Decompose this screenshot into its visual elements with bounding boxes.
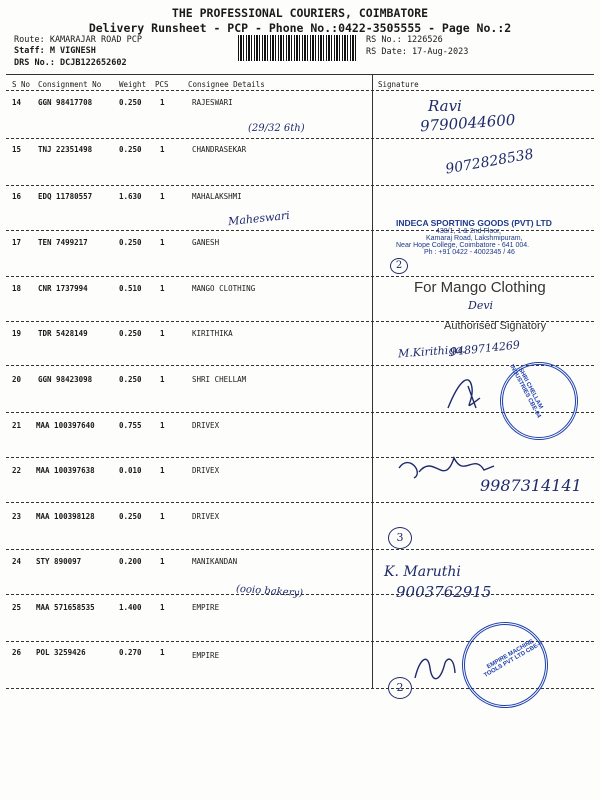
stamp-phone: Ph : +91 0422 - 4002345 / 46: [424, 249, 515, 256]
signature-scribble: [440, 368, 500, 418]
barcode: [238, 35, 356, 61]
row-consignment: MAA 100397640: [36, 421, 95, 430]
stamp-company-name: INDECA SPORTING GOODS (PVT) LTD: [396, 218, 552, 228]
route-label: Route: KAMARAJAR ROAD PCP: [14, 35, 142, 45]
row-consignee: EMPIRE: [192, 651, 220, 660]
row-sno: 14: [12, 98, 22, 107]
col-header-consignment: Consignment No: [38, 80, 102, 89]
row-weight: 0.250: [119, 238, 142, 247]
row-sno: 21: [12, 421, 22, 430]
row-consignment: MAA 571658535: [36, 603, 95, 612]
row-pcs: 1: [160, 648, 165, 657]
row-weight: 0.200: [119, 557, 142, 566]
signature-ravi: Ravi: [428, 97, 462, 115]
row-pcs: 1: [160, 466, 165, 475]
row-weight: 1.630: [119, 192, 142, 201]
stamp-address-line: 438/1, 1 & 2nd Floor,: [436, 228, 501, 235]
row-consignee: GANESH: [192, 238, 220, 247]
row-sno: 25: [12, 603, 22, 612]
row-weight: 0.270: [119, 648, 142, 657]
staff-label: Staff: M VIGNESH: [14, 46, 96, 56]
mango-for-company: For Mango Clothing: [414, 279, 546, 296]
row-consignment: STY 890097: [36, 557, 82, 566]
row-pcs: 1: [160, 421, 165, 430]
indeca-stamp: [386, 218, 596, 278]
row-weight: 0.010: [119, 466, 142, 475]
row-consignment: GGN 98417708: [38, 98, 93, 107]
row-pcs: 1: [160, 329, 165, 338]
row-weight: 0.250: [119, 375, 142, 384]
row-pcs: 1: [160, 603, 165, 612]
row-weight: 0.250: [119, 512, 142, 521]
row-consignee: MANIKANDAN: [192, 557, 238, 566]
row-consignment: MAA 100397638: [36, 466, 95, 475]
row-consignment: MAA 100398128: [36, 512, 95, 521]
row-consignee: EMPIRE: [192, 603, 220, 612]
row-pcs: 1: [160, 375, 165, 384]
table-top-border: [6, 74, 594, 75]
header-divider: [6, 90, 594, 91]
row-pcs: 1: [160, 192, 165, 201]
signature-devi: Devi: [468, 299, 494, 312]
handwritten-phone: 9072828538: [444, 146, 535, 178]
row-divider: [6, 138, 594, 139]
row-sno: 19: [12, 329, 22, 338]
row-consignment: POL 3259426: [36, 648, 86, 657]
row-weight: 0.250: [119, 329, 142, 338]
row-pcs: 1: [160, 145, 165, 154]
row-divider: [6, 502, 594, 503]
row-sno: 16: [12, 192, 22, 201]
authorised-signatory: Authorised Signatory: [444, 320, 547, 332]
row-sno: 15: [12, 145, 22, 154]
row-consignee: MAHALAKSHMI: [192, 192, 242, 201]
row-weight: 0.510: [119, 284, 142, 293]
row-consignee: KIRITHIKA: [192, 329, 233, 338]
row-sno: 26: [12, 648, 22, 657]
row-consignment: TEN 7499217: [38, 238, 88, 247]
shri-chellam-seal: [500, 362, 578, 440]
circled-number: 3: [388, 527, 412, 549]
row-consignee: DRIVEX: [192, 466, 220, 475]
row-sno: 22: [12, 466, 22, 475]
row-weight: 0.755: [119, 421, 142, 430]
seal-text: SHRI CHELLAM INDUSTRIES CBE-04: [508, 363, 544, 420]
row-consignment: TDR 5428149: [38, 329, 88, 338]
row-consignee: SHRI CHELLAM: [192, 375, 247, 384]
stamp-address-line: Kamaraj Road, Lakshmipuram,: [426, 235, 523, 242]
signature-maheswari: Maheswari: [227, 208, 291, 229]
row-divider: [6, 457, 594, 458]
row-sno: 18: [12, 284, 22, 293]
row-consignment: EDQ 11780557: [38, 192, 93, 201]
row-pcs: 1: [160, 238, 165, 247]
row-consignment: CNR 1737994: [38, 284, 88, 293]
row-divider: [6, 549, 594, 550]
circled-number: 2: [388, 677, 412, 699]
row-pcs: 1: [160, 557, 165, 566]
col-header-signature: Signature: [378, 80, 419, 89]
row-pcs: 1: [160, 284, 165, 293]
handwritten-phone: 9790044600: [419, 110, 516, 136]
col-header-consignee: Consignee Details: [188, 80, 265, 89]
drs-number: DRS No.: DCJB122652602: [14, 58, 127, 68]
row-divider: [6, 365, 594, 366]
row-consignee: CHANDRASEKAR: [192, 145, 247, 154]
signature-maruthi: K. Maruthi: [384, 564, 461, 580]
runsheet-subtitle: Delivery Runsheet - PCP - Phone No.:0422-3505555 - Page No.:2: [88, 21, 512, 35]
stamp-address-line: Near Hope College, Coimbatore - 641 004.: [396, 242, 530, 249]
row-consignee: MANGO CLOTHING: [192, 284, 256, 293]
row-divider: [6, 185, 594, 186]
row-weight: 0.250: [119, 145, 142, 154]
company-title: THE PROFESSIONAL COURIERS, COIMBATORE: [171, 6, 429, 20]
row-weight: 0.250: [119, 98, 142, 107]
signature-scribble: [410, 648, 460, 688]
handwritten-phone: 9003762915: [396, 583, 492, 601]
signature-kirithiga: M.Kirithiga.: [397, 342, 466, 361]
handwritten-address-note: (ooio bakery): [235, 583, 304, 600]
seal-text: EMPIRE MACHINE TOOLS PVT LTD CBE-4: [483, 638, 544, 679]
circled-number: 2: [390, 258, 408, 274]
col-header-weight: Weight: [119, 80, 147, 89]
row-sno: 20: [12, 375, 22, 384]
row-consignee: DRIVEX: [192, 512, 220, 521]
handwritten-phone: 9489714269: [449, 338, 521, 359]
rs-number: RS No.: 1226526: [366, 35, 443, 45]
row-weight: 1.400: [119, 603, 142, 612]
row-sno: 17: [12, 238, 22, 247]
row-sno: 24: [12, 557, 22, 566]
handwritten-phone: 9987314141: [480, 476, 582, 495]
row-pcs: 1: [160, 512, 165, 521]
row-consignee: DRIVEX: [192, 421, 220, 430]
row-consignment: TNJ 22351498: [38, 145, 93, 154]
row-consignment: GGN 98423098: [38, 375, 93, 384]
handwritten-address-note: (29/32 6th): [248, 123, 305, 134]
rs-date: RS Date: 17-Aug-2023: [366, 47, 469, 57]
row-sno: 23: [12, 512, 22, 521]
signature-column-divider: [372, 74, 373, 688]
col-header-pcs: PCS: [155, 80, 169, 89]
row-consignee: RAJESWARI: [192, 98, 233, 107]
col-header-sno: S No: [12, 80, 31, 89]
row-pcs: 1: [160, 98, 165, 107]
empire-seal: [462, 622, 548, 708]
